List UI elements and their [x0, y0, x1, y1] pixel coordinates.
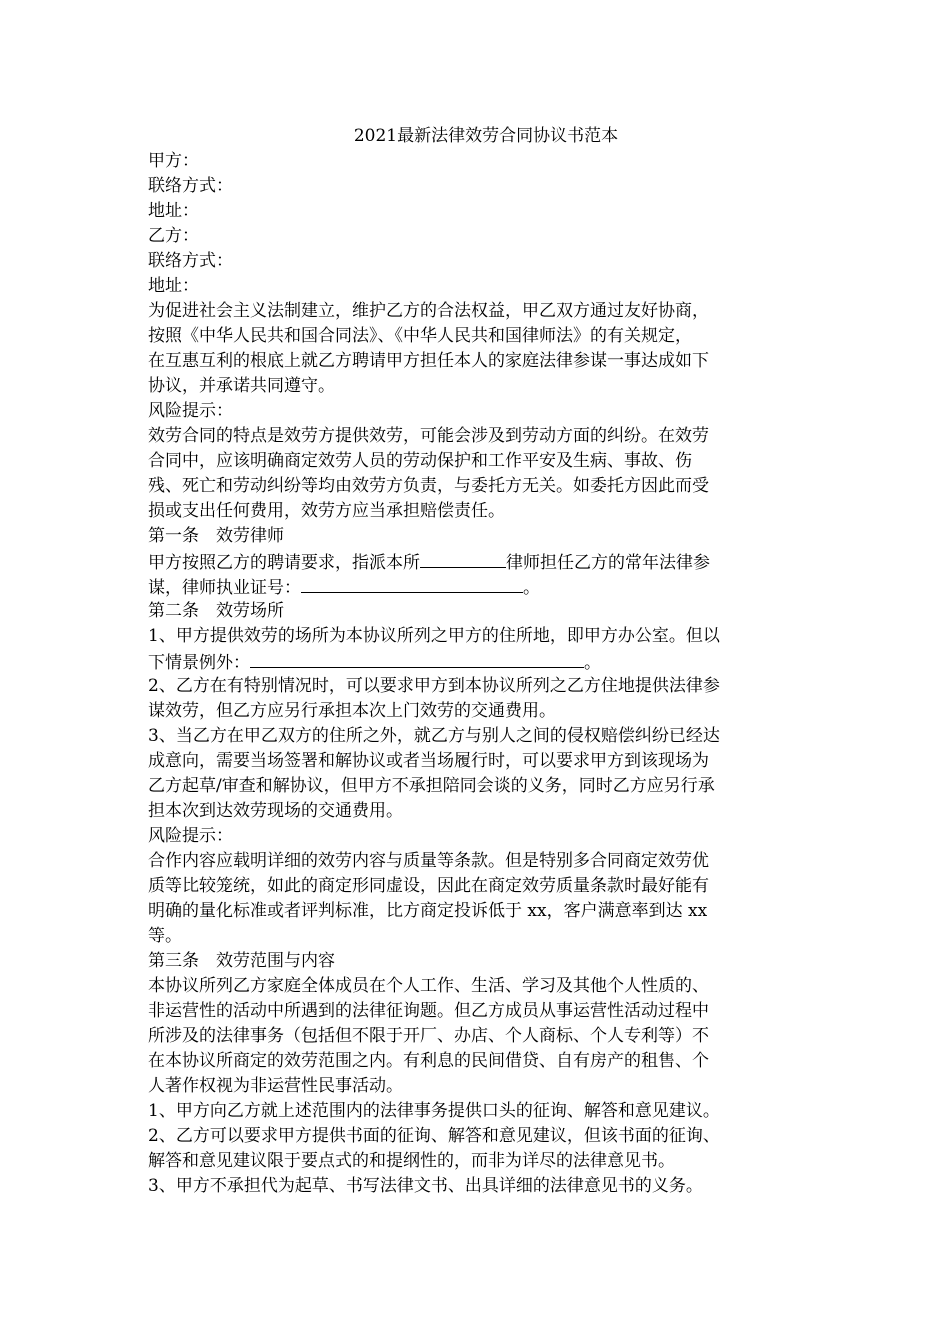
paragraph-line: 在本协议所商定的效劳范围之内。有利息的民间借贷、自有房产的租售、个	[148, 1051, 709, 1071]
article-1-paragraph-line	[148, 549, 800, 574]
paragraph-line: 3、当乙方在甲乙双方的住所之外，就乙方与别人之间的侵权赔偿纠纷已经达	[148, 726, 720, 746]
article-1-text: 甲方按照乙方的聘请要求，指派本所	[148, 553, 420, 573]
paragraph-line: 2、乙方可以要求甲方提供书面的征询、解答和意见建议，但该书面的征询、	[148, 1126, 720, 1146]
contract-body-part-2	[148, 674, 800, 1199]
article-2-paragraph-line: 1、甲方提供效劳的场所为本协议所列之甲方的住所地，即甲方办公室。但以	[148, 626, 720, 646]
article-1-text: 谋，律师执业证号：	[148, 578, 301, 598]
article-1-text: 律师担任乙方的常年法律参	[506, 553, 710, 573]
paragraph-line: 损或支出任何费用，效劳方应当承担赔偿责任。	[148, 501, 505, 521]
article-1-text: 。	[523, 578, 540, 598]
paragraph-line: 等。	[148, 926, 182, 946]
paragraph-line: 为促进社会主义法制建立，维护乙方的合法权益，甲乙双方通过友好协商，	[148, 301, 709, 321]
paragraph-line: 协议，并承诺共同遵守。	[148, 376, 335, 396]
paragraph-line: 解答和意见建议限于要点式的和提纲性的，而非为详尽的法律意见书。	[148, 1151, 675, 1171]
paragraph-line: 地址：	[148, 201, 199, 221]
paragraph-line: 效劳合同的特点是效劳方提供效劳，可能会涉及到劳动方面的纠纷。在效劳	[148, 426, 709, 446]
article-2-heading: 第二条 效劳场所	[148, 601, 284, 621]
paragraph-line: 谋效劳，但乙方应另行承担本次上门效劳的交通费用。	[148, 701, 556, 721]
article-2-text: 下情景例外：	[148, 653, 250, 673]
paragraph-line: 乙方：	[148, 226, 199, 246]
paragraph-line: 甲方：	[148, 151, 199, 171]
paragraph-line: 合同中，应该明确商定效劳人员的劳动保护和工作平安及生病、事故、伤	[148, 451, 692, 471]
paragraph-line: 质等比较笼统，如此的商定形同虚设，因此在商定效劳质量条款时最好能有	[148, 876, 709, 896]
document-page	[148, 123, 800, 1199]
paragraph-line: 担本次到达效劳现场的交通费用。	[148, 801, 403, 821]
contract-body-part-1	[148, 149, 800, 549]
exception-blank[interactable]	[250, 649, 584, 668]
paragraph-line: 所涉及的法律事务（包括但不限于开厂、办店、个人商标、个人专利等）不	[148, 1026, 709, 1046]
paragraph-line: 残、死亡和劳动纠纷等均由效劳方负责，与委托方无关。如委托方因此而受	[148, 476, 709, 496]
paragraph-line: 合作内容应载明详细的效劳内容与质量等条款。但是特别多合同商定效劳优	[148, 851, 709, 871]
paragraph-line: 联络方式：	[148, 176, 233, 196]
paragraph-line: 2、乙方在有特别情况时，可以要求甲方到本协议所列之乙方住地提供法律参	[148, 676, 720, 696]
paragraph-line: 非运营性的活动中所遇到的法律征询题。但乙方成员从事运营性活动过程中	[148, 1001, 709, 1021]
paragraph-line: 明确的量化标准或者评判标准，比方商定投诉低于 xx，客户满意率到达 xx	[148, 901, 708, 921]
paragraph-line: 第一条 效劳律师	[148, 526, 284, 546]
paragraph-line: 联络方式：	[148, 251, 233, 271]
paragraph-line: 第三条 效劳范围与内容	[148, 951, 335, 971]
license-number-blank[interactable]	[301, 574, 523, 593]
article-1-paragraph-line	[148, 574, 800, 599]
paragraph-line: 在互惠互利的根底上就乙方聘请甲方担任本人的家庭法律参谋一事达成如下	[148, 351, 709, 371]
article-2-paragraph-line	[148, 649, 800, 674]
paragraph-line: 人著作权视为非运营性民事活动。	[148, 1076, 403, 1096]
paragraph-line: 风险提示：	[148, 401, 233, 421]
paragraph-line: 3、甲方不承担代为起草、书写法律文书、出具详细的法律意见书的义务。	[148, 1176, 703, 1196]
paragraph-line: 乙方起草/审查和解协议，但甲方不承担陪同会谈的义务，同时乙方应另行承	[148, 776, 715, 796]
document-title: 2021最新法律效劳合同协议书范本	[353, 126, 619, 146]
paragraph-line: 成意向，需要当场签署和解协议或者当场履行时，可以要求甲方到该现场为	[148, 751, 709, 771]
lawyer-name-blank[interactable]	[420, 549, 506, 568]
article-2-text: 。	[584, 653, 601, 673]
paragraph-line: 地址：	[148, 276, 199, 296]
paragraph-line: 按照《中华人民共和国合同法》、《中华人民共和国律师法》的有关规定，	[148, 326, 692, 346]
paragraph-line: 本协议所列乙方家庭全体成员在个人工作、生活、学习及其他个人性质的、	[148, 976, 709, 996]
paragraph-line: 风险提示：	[148, 826, 233, 846]
paragraph-line: 1、甲方向乙方就上述范围内的法律事务提供口头的征询、解答和意见建议。	[148, 1101, 720, 1121]
